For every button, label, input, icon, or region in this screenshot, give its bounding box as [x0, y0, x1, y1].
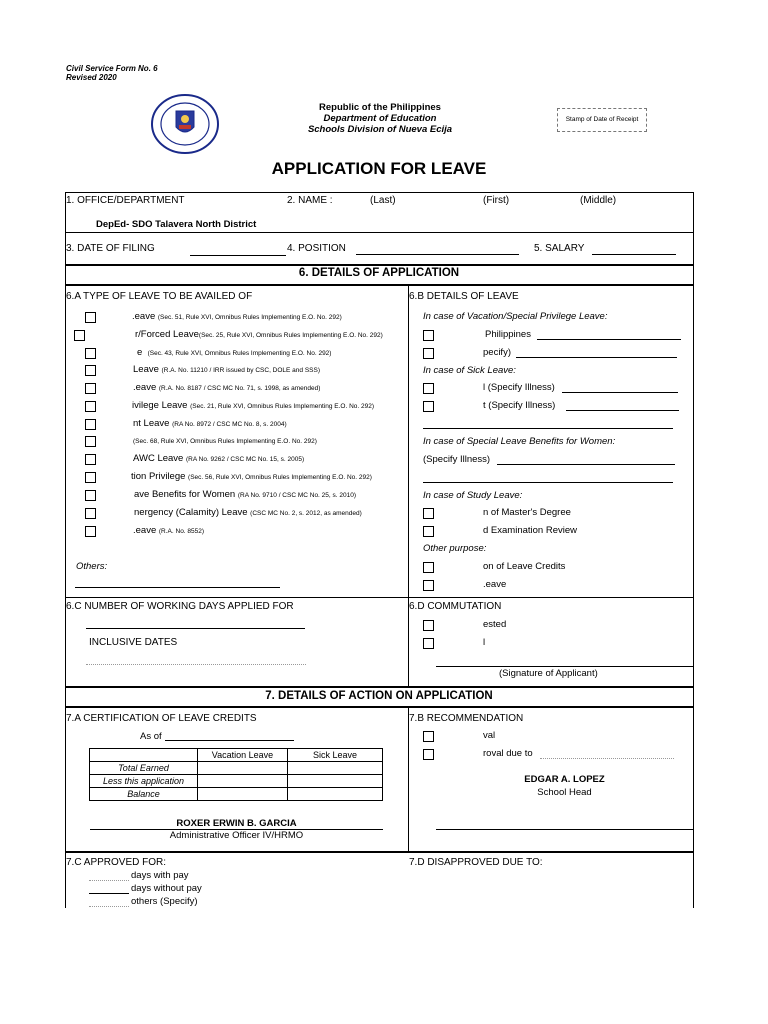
leave-checkbox-5[interactable] [85, 401, 96, 412]
other-purpose-title: Other purpose: [423, 543, 487, 554]
leave-checkbox-11[interactable] [85, 508, 96, 519]
others-field[interactable] [75, 587, 280, 588]
school-head-signature-line[interactable] [436, 829, 693, 830]
form-number: Civil Service Form No. 6 [66, 64, 158, 73]
applicant-signature-label: (Signature of Applicant) [499, 668, 598, 679]
leave-checkbox-7[interactable] [85, 436, 96, 447]
office-label: 1. OFFICE/DEPARTMENT [66, 195, 185, 206]
sick-field-2[interactable] [566, 410, 679, 411]
leave-checkbox-2[interactable] [85, 348, 96, 359]
study-option-1: n of Master's Degree [483, 507, 571, 518]
date-filing-field[interactable] [190, 255, 286, 256]
inclusive-dates-field[interactable] [86, 664, 306, 665]
vac-checkbox-1[interactable] [423, 330, 434, 341]
form-title: APPLICATION FOR LEAVE [271, 159, 487, 178]
vac-field-1[interactable] [537, 339, 681, 340]
sec6c-title: 6.C NUMBER OF WORKING DAYS APPLIED FOR [66, 601, 294, 612]
sec7d-title: 7.D DISAPPROVED DUE TO: [409, 857, 543, 868]
commutation-option-2: l [483, 637, 486, 648]
others-label: Others: [76, 561, 108, 572]
leave-item-1: r/Forced Leave(Sec. 25, Rule XVI, Omnibus Rules Implementing E.O. No. 292) [135, 329, 383, 340]
days-with-pay-label: days with pay [131, 870, 189, 881]
study-option-2: d Examination Review [483, 525, 577, 536]
deped-seal [150, 93, 220, 155]
school-head-name: EDGAR A. LOPEZ [524, 774, 605, 785]
vac-title: In case of Vacation/Special Privilege Leave: [423, 311, 608, 322]
leave-checkbox-3[interactable] [85, 365, 96, 376]
leave-checkbox-9[interactable] [85, 472, 96, 483]
sick-title: In case of Sick Leave: [423, 365, 516, 376]
date-filing-label: 3. DATE OF FILING [66, 243, 155, 254]
inclusive-dates-label: INCLUSIVE DATES [89, 637, 178, 648]
cell-vac-less[interactable] [198, 775, 288, 788]
women-option-1: (Specify Illness) [423, 454, 491, 465]
disapproval-reason-field[interactable] [540, 758, 674, 759]
leave-item-4: .eave (R.A. No. 8187 / CSC MC No. 71, s. 1998, as amended) [133, 382, 321, 393]
leave-checkbox-8[interactable] [85, 454, 96, 465]
vac-option-2: pecify) [483, 347, 511, 358]
vac-field-2[interactable] [516, 357, 677, 358]
as-of-field[interactable] [165, 740, 294, 741]
women-field-1[interactable] [497, 464, 675, 465]
other-option-2: .eave [483, 579, 507, 590]
cell-vac-earned[interactable] [198, 762, 288, 775]
stamp-box: Stamp of Date of Receipt [557, 108, 647, 132]
leave-checkbox-6[interactable] [85, 419, 96, 430]
days-with-pay-field[interactable] [89, 880, 129, 881]
others-specify-label: others (Specify) [131, 896, 198, 907]
name-label: 2. NAME : [287, 195, 333, 206]
study-checkbox-2[interactable] [423, 526, 434, 537]
name-first: (First) [483, 195, 510, 206]
leave-item-9: tion Privilege (Sec. 56, Rule XVI, Omnibus Rules Implementing E.O. No. 292) [131, 471, 372, 482]
other-checkbox-1[interactable] [423, 562, 434, 573]
cell-sick-earned[interactable] [288, 762, 383, 775]
working-days-field[interactable] [86, 628, 305, 629]
as-of-label: As of [140, 731, 162, 742]
cell-sick-less[interactable] [288, 775, 383, 788]
position-field[interactable] [356, 254, 519, 255]
officer-name: ROXER ERWIN B. GARCIA [176, 818, 297, 829]
leave-item-0: .eave (Sec. 51, Rule XVI, Omnibus Rules Implementing E.O. No. 292) [132, 311, 342, 322]
leave-item-10: ave Benefits for Women (RA No. 9710 / CSC MC No. 25, s. 2010) [134, 489, 356, 500]
study-title: In case of Study Leave: [423, 490, 523, 501]
salary-field[interactable] [592, 254, 676, 255]
vac-option-1: Philippines [485, 329, 531, 340]
position-label: 4. POSITION [287, 243, 346, 254]
cell-vac-balance[interactable] [198, 788, 288, 801]
commutation-checkbox-2[interactable] [423, 638, 434, 649]
office-value[interactable]: DepEd- SDO Talavera North District [96, 219, 257, 230]
sick-checkbox-1[interactable] [423, 383, 434, 394]
row-less-application: Less this application [90, 775, 198, 788]
leave-item-8: AWC Leave (RA No. 9262 / CSC MC No. 15, s. 2005) [133, 453, 305, 464]
sec7-title: 7. DETAILS OF ACTION ON APPLICATION [265, 690, 493, 702]
row-balance: Balance [90, 788, 198, 801]
leave-item-7: (Sec. 68, Rule XVI, Omnibus Rules Implementing E.O. No. 292) [133, 438, 317, 445]
vac-checkbox-2[interactable] [423, 348, 434, 359]
header-department: Department of Education [323, 113, 437, 124]
study-checkbox-1[interactable] [423, 508, 434, 519]
col-sick: Sick Leave [288, 749, 383, 762]
leave-checkbox-4[interactable] [85, 383, 96, 394]
women-title: In case of Special Leave Benefits for Women: [423, 436, 616, 447]
recommend-option-2: roval due to [483, 748, 533, 759]
sec6d-title: 6.D COMMUTATION [409, 601, 502, 612]
recommend-checkbox-2[interactable] [423, 749, 434, 760]
officer-title: Administrative Officer IV/HRMO [169, 830, 304, 841]
commutation-option-1: ested [483, 619, 507, 630]
sec7b-title: 7.B RECOMMENDATION [409, 713, 524, 724]
days-without-pay-field[interactable] [89, 893, 129, 894]
applicant-signature-line[interactable] [436, 666, 693, 667]
salary-label: 5. SALARY [534, 243, 585, 254]
leave-item-11: nergency (Calamity) Leave (CSC MC No. 2, s. 2012, as amended) [134, 507, 362, 518]
sick-field-3[interactable] [423, 428, 673, 429]
other-checkbox-2[interactable] [423, 580, 434, 591]
col-vacation: Vacation Leave [198, 749, 288, 762]
days-without-pay-label: days without pay [131, 883, 202, 894]
recommend-option-1: val [483, 730, 496, 741]
sick-checkbox-2[interactable] [423, 401, 434, 412]
leave-item-3: Leave (R.A. No. 11210 / IRR issued by CSC, DOLE and SSS) [133, 364, 321, 375]
header-republic: Republic of the Philippines [319, 102, 441, 113]
leave-checkbox-0[interactable] [85, 312, 96, 323]
sick-field-1[interactable] [562, 392, 678, 393]
name-last: (Last) [370, 195, 396, 206]
sec6b-title: 6.B DETAILS OF LEAVE [409, 291, 519, 302]
sec7c-title: 7.C APPROVED FOR: [66, 857, 167, 868]
other-option-1: on of Leave Credits [483, 561, 566, 572]
leave-item-6: nt Leave (RA No. 8972 / CSC MC No. 8, s. 2004) [133, 418, 287, 429]
leave-item-5: ivilege Leave (Sec. 21, Rule XVI, Omnibus Rules Implementing E.O. No. 292) [132, 400, 374, 411]
form-revision: Revised 2020 [66, 73, 117, 82]
sec6-title: 6. DETAILS OF APPLICATION [298, 267, 460, 279]
sec7a-title: 7.A CERTIFICATION OF LEAVE CREDITS [66, 713, 257, 724]
row-total-earned: Total Earned [90, 762, 198, 775]
name-middle: (Middle) [580, 195, 617, 206]
school-head-title: School Head [537, 787, 592, 798]
others-specify-field[interactable] [89, 906, 129, 907]
leave-item-2: e (Sec. 43, Rule XVI, Omnibus Rules Implementing E.O. No. 292) [137, 347, 332, 358]
women-field-2[interactable] [423, 482, 673, 483]
leave-checkbox-10[interactable] [85, 490, 96, 501]
leave-checkbox-1[interactable] [74, 330, 85, 341]
leave-item-12: .eave (R.A. No. 8552) [133, 525, 205, 536]
commutation-checkbox-1[interactable] [423, 620, 434, 631]
leave-credits-table [89, 748, 383, 801]
recommend-checkbox-1[interactable] [423, 731, 434, 742]
sick-option-1: l (Specify Illness) [483, 382, 555, 393]
header-division: Schools Division of Nueva Ecija [307, 124, 453, 135]
sick-option-2: t (Specify Illness) [483, 400, 556, 411]
leave-checkbox-12[interactable] [85, 526, 96, 537]
cell-sick-balance[interactable] [288, 788, 383, 801]
sec6a-title: 6.A TYPE OF LEAVE TO BE AVAILED OF [66, 291, 253, 302]
